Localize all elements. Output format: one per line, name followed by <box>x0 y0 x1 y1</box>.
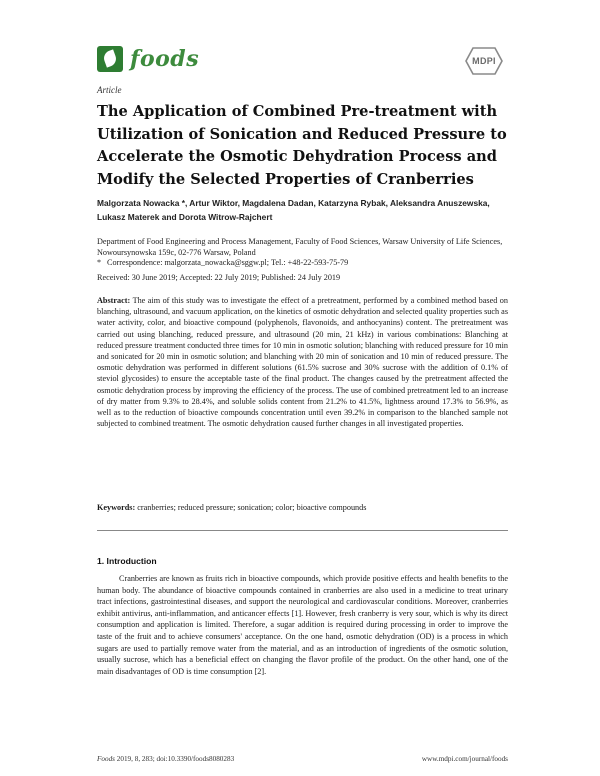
affiliation-block <box>97 237 507 269</box>
section-heading: 1. Introduction <box>97 556 157 566</box>
abstract <box>97 295 508 429</box>
footer-url[interactable]: www.mdpi.com/journal/foods <box>421 755 508 763</box>
affiliation-line: Department of Food Engineering and Process Management, Faculty of Food Sciences, Warsaw University of Life Sciences, Nowoursynowska 159c, 02-776 Warsaw, Poland <box>97 237 503 257</box>
paper-title: The Application of Combined Pre-treatment with Utilization of Sonication and Reduced Pressure to Accelerate the Osmotic Dehydration Process and Modify the Selected Properties of Cranberries <box>97 103 507 188</box>
correspondence-mark: * <box>97 258 102 267</box>
article-type: Article <box>97 85 122 95</box>
author-list: Malgorzata Nowacka *, Artur Wiktor, Magdalena Dadan, Katarzyna Rybak, Aleksandra Anuszewska, Lukasz Materek and Dorota Witrow-Rajchert <box>97 198 490 222</box>
abstract-label: Abstract: <box>97 296 131 305</box>
footer-citation <box>97 755 234 763</box>
journal-name: foods <box>130 46 200 72</box>
publisher-name: MDPI <box>472 56 496 66</box>
introduction-paragraph: Cranberries are known as fruits rich in bioactive compounds, which provide positive effects and health benefits to the human body. The abundance of bioactive compounds contained in cranberries are also used in a medicine to treat urinary tract infections, gastrointestinal diseases, and support the neurological and cardiovascular conditions. Moreover, cranberries exhibit antivirus, anti-inflammation, and anticancer effects [1]. However, fresh cranberry is very sour, which is why its direct consumption and application is limited. Therefore, a sugar addition is required during processing in order to improve the taste of the fruit and to achieve consumers' acceptance. On the one hand, osmotic dehydration (OD) is a process in which sugars are used to partially remove water from the material, and as an introduction of ingredients of the osmotic solution, usually sucrose, which has a beneficial effect on changing the flavor profile of the product. On the other hand, one of the main disadvantages of OD is time consumption [2]. <box>97 574 508 676</box>
publication-dates: Received: 30 June 2019; Accepted: 22 July 2019; Published: 24 July 2019 <box>97 273 341 282</box>
keywords <box>97 503 508 512</box>
journal-logo <box>97 46 199 72</box>
correspondence-text: Correspondence: malgorzata_nowacka@sggw.pl; Tel.: +48-22-593-75-79 <box>107 258 349 267</box>
publisher-logo <box>465 47 503 75</box>
keywords-label: Keywords: <box>97 503 136 512</box>
leaf-icon <box>97 46 123 72</box>
footer-doi: 2019, 8, 283; doi:10.3390/foods8080283 <box>116 755 235 763</box>
section-divider <box>97 530 508 531</box>
abstract-text: The aim of this study was to investigate the effect of a pretreatment, performed by a combined method based on blanching, ultrasound, and vacuum application, on the kinetics of osmotic dehydration and selected quality properties such as water activity, color, and bioactive compound (polyphenols, flavonoids, and anthocyanins) content. The pretreatment was carried out using blanching, reduced pressure, and ultrasound (20 min, 21 kHz) in various combinations: Blanching at reduced pressure treatment conducted three times for 10 min in osmotic solution; blanching with reduced pressure for 10 min and sonicated for 20 min in osmotic solution; and blanching with 20 min of sonication and 10 min of reduced pressure. The osmotic dehydration was performed in different solutions (61.5% sucrose and 30% sucrose with the addition of 0.1% of steviol glycosides) to ensure the acceptable taste of the final product. The changes caused by the pretreatment affected the osmotic dehydration process by improving the efficiency of the process. The use of combined pretreatment led to an increase of dry matter from 9.3% to 28.4%, and soluble solids content from 21.2% to 41.5%, lightness around 17.3% to 56.9%, as well as to the reduction of bioactive compounds concentration until even 39.2% in comparison to the blanched sample not subjected to combined treatment. The osmotic dehydration caused further changes in all investigated properties. <box>97 296 508 429</box>
keywords-text: cranberries; reduced pressure; sonication; color; bioactive compounds <box>137 503 367 512</box>
footer-journal: Foods <box>97 755 115 763</box>
correspondence-line <box>97 258 507 269</box>
